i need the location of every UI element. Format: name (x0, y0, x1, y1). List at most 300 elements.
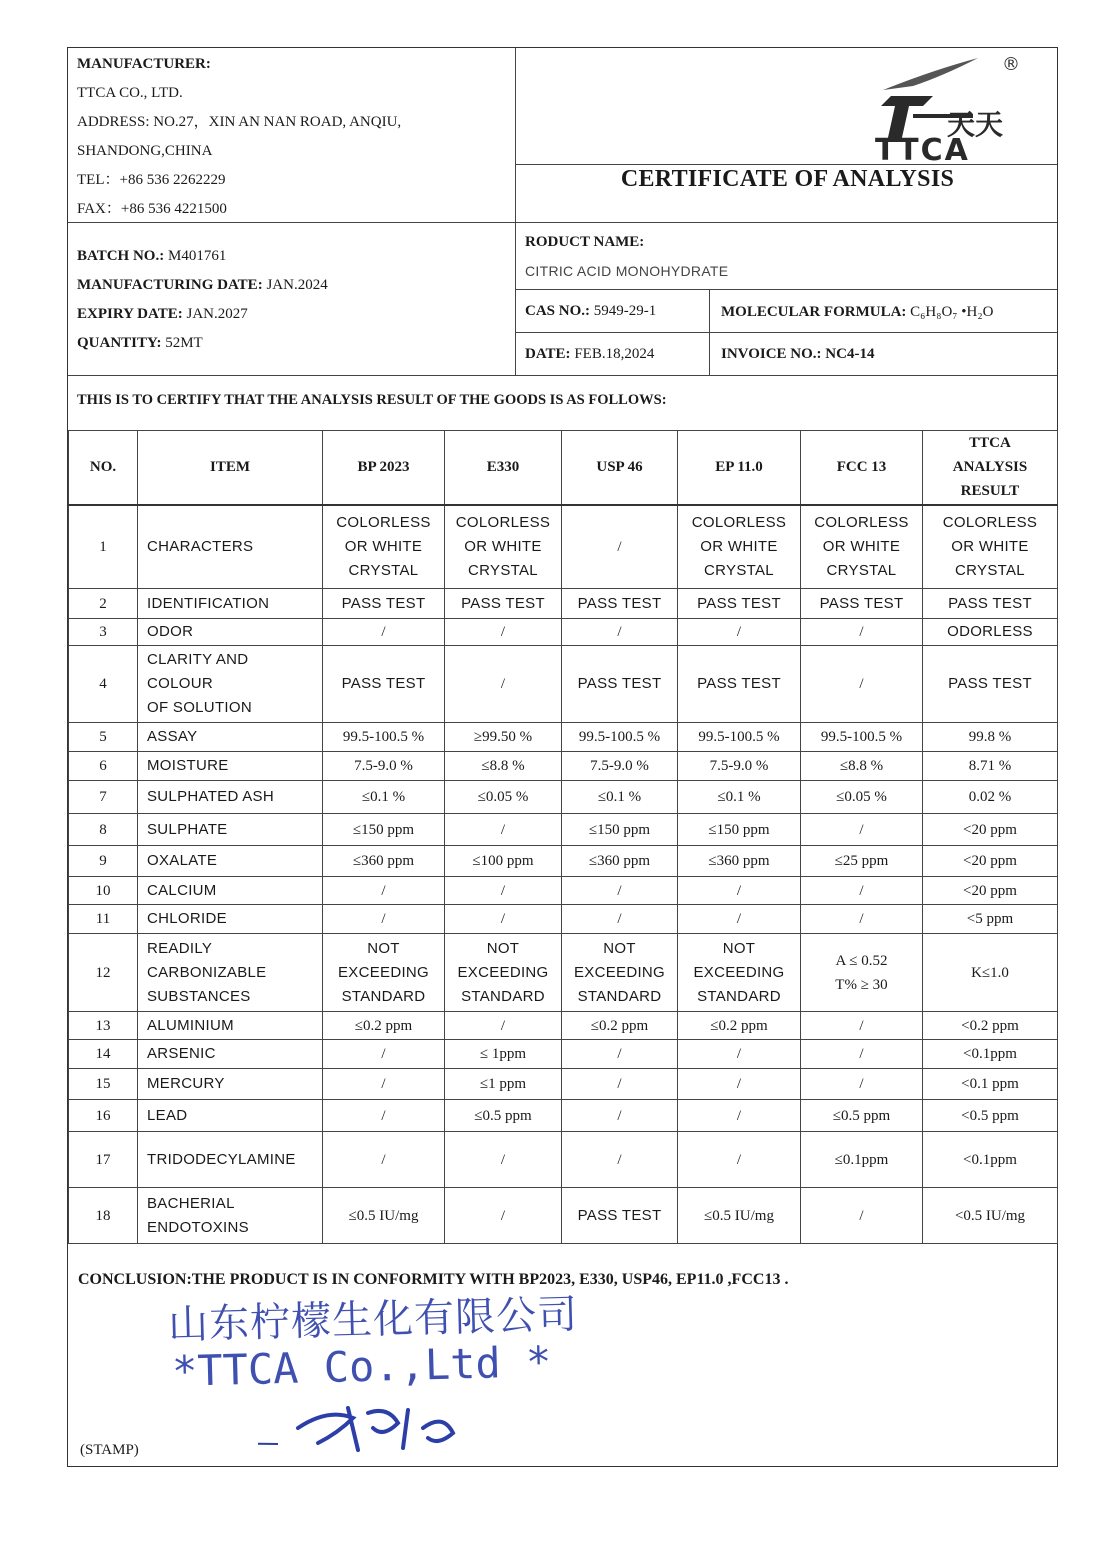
table-row (69, 1132, 1058, 1188)
cell-e330-line: OR WHITE (464, 537, 542, 555)
cell-usp (562, 646, 678, 723)
cell-result (923, 646, 1058, 723)
cell-fcc-line: / (859, 1207, 864, 1224)
cell-e330-line: / (500, 1207, 506, 1224)
cell-usp (562, 846, 678, 877)
cell-bp (323, 781, 445, 814)
cell-fcc (801, 619, 923, 646)
cell-item-line: SULPHATED ASH (147, 788, 274, 805)
cell-usp-line: PASS TEST (577, 594, 662, 612)
cell-ep-line: EXCEEDING (693, 963, 785, 981)
cell-result (923, 1040, 1058, 1069)
cell-item (138, 752, 323, 781)
cell-e330-line: COLORLESS (455, 513, 551, 531)
cell-ep-line: 7.5-9.0 % (709, 758, 769, 774)
col-header-result-line: RESULT (960, 483, 1020, 500)
col-header-e330: E330 (445, 431, 562, 505)
manufacturer-block (77, 50, 401, 224)
cell-ep-line: / (736, 1107, 742, 1124)
col-header-item: ITEM (138, 431, 323, 505)
cell-no: 15 (69, 1069, 138, 1100)
cell-usp (562, 1040, 678, 1069)
cell-ep-line: / (736, 1076, 742, 1092)
cell-no: 4 (69, 646, 138, 723)
cell-bp-line: COLORLESS (336, 513, 431, 531)
cell-ep (678, 1188, 801, 1244)
cell-e330-line: NOT (486, 939, 520, 957)
cell-item-line: MOISTURE (147, 757, 229, 774)
cell-bp (323, 1188, 445, 1244)
batch-block (77, 242, 328, 358)
cell-result-line: 8.71 % (968, 758, 1012, 774)
cell-bp-line: ≤0.2 ppm (354, 1017, 413, 1034)
cell-usp-line: / (617, 882, 622, 899)
cell-item (138, 505, 323, 589)
cell-usp (562, 589, 678, 619)
cell-fcc (801, 1188, 923, 1244)
cell-result (923, 877, 1058, 905)
cell-ep-line: ≤150 ppm (708, 821, 770, 838)
cell-bp-line: / (381, 1046, 386, 1062)
cell-result (923, 814, 1058, 846)
logo-chinese-text: 天天 (947, 108, 1004, 141)
cell-fcc-line: ≤0.05 % (836, 789, 887, 805)
document-title: CERTIFICATE OF ANALYSIS (620, 166, 955, 192)
cell-ep (678, 752, 801, 781)
cell-e330 (445, 752, 562, 781)
manufacturer-address-2: SHANDONG,CHINA (77, 143, 213, 159)
cell-no: 18 (69, 1188, 138, 1244)
cas-label: CAS NO.: (525, 303, 591, 319)
cell-usp-line: ≤0.2 ppm (590, 1017, 649, 1034)
cell-bp-line: ≤150 ppm (352, 821, 415, 838)
cell-e330 (445, 1100, 562, 1132)
cell-bp-line: ≤360 ppm (352, 853, 415, 869)
product-name-value: CITRIC ACID MONOHYDRATE (525, 263, 729, 279)
cell-e330 (445, 1132, 562, 1188)
cell-fcc (801, 1100, 923, 1132)
header-divider (68, 222, 1057, 223)
cell-e330-line: EXCEEDING (457, 963, 549, 981)
cell-fcc-line: ≤25 ppm (834, 853, 889, 869)
cell-item-line: TRIDODECYLAMINE (147, 1150, 296, 1168)
cell-item (138, 905, 323, 934)
cell-result-line: <5 ppm (966, 911, 1014, 927)
cell-e330-line: ≤ 1ppm (479, 1046, 527, 1062)
cell-no: 5 (69, 723, 138, 752)
header-divider (68, 375, 1057, 376)
cell-item (138, 1100, 323, 1132)
cell-e330 (445, 589, 562, 619)
cell-usp (562, 752, 678, 781)
cell-result-line: <20 ppm (963, 882, 1017, 899)
cell-e330-line: ≤100 ppm (472, 853, 534, 869)
cas-value: 5949-29-1 (593, 303, 657, 319)
cell-bp (323, 1100, 445, 1132)
cell-ep-line: ≤0.1 % (717, 789, 761, 805)
cell-bp-line: PASS TEST (341, 594, 426, 612)
table-row (69, 846, 1058, 877)
cell-ep (678, 723, 801, 752)
cell-ep (678, 1069, 801, 1100)
cell-ep-line: / (736, 624, 742, 640)
cell-usp-line: / (617, 1046, 622, 1062)
cell-e330-line: / (500, 1017, 506, 1034)
mfg-date-value: JAN.2024 (266, 277, 328, 293)
cell-result (923, 905, 1058, 934)
cell-fcc (801, 877, 923, 905)
cell-item (138, 781, 323, 814)
cell-usp-line: ≤0.1 % (597, 789, 642, 805)
cell-item-line: IDENTIFICATION (147, 594, 270, 612)
table-row (69, 1040, 1058, 1069)
cell-item-line: OF SOLUTION (147, 699, 252, 716)
cell-item (138, 1040, 323, 1069)
cell-fcc (801, 814, 923, 846)
cell-item (138, 619, 323, 646)
cell-fcc-line: A ≤ 0.52 (835, 952, 888, 969)
cell-fcc-line: CRYSTAL (826, 561, 897, 579)
table-row (69, 1069, 1058, 1100)
cell-no: 16 (69, 1100, 138, 1132)
cell-fcc (801, 905, 923, 934)
cell-result-line: 99.8 % (968, 729, 1012, 745)
cell-no: 11 (69, 905, 138, 934)
quantity-label: QUANTITY: (77, 335, 162, 351)
cell-bp-line: / (381, 1151, 386, 1168)
cell-e330 (445, 934, 562, 1012)
cell-usp (562, 814, 678, 846)
cell-bp (323, 814, 445, 846)
cell-e330 (445, 1188, 562, 1244)
manufacturer-tel: TEL：+86 536 2262229 (77, 172, 226, 188)
col-header-usp: USP 46 (562, 431, 678, 505)
cell-usp-line: ≤150 ppm (588, 821, 651, 838)
cell-fcc (801, 1040, 923, 1069)
cell-e330-line: ≥99.50 % (473, 729, 533, 745)
cell-item (138, 1012, 323, 1040)
cell-item-line: CLARITY AND (147, 651, 249, 668)
cell-item-line: READILY (147, 939, 213, 957)
table-row (69, 619, 1058, 646)
cell-no: 10 (69, 877, 138, 905)
table-row (69, 752, 1058, 781)
cell-fcc (801, 934, 923, 1012)
stamp-english-text: *TTCA Co.,Ltd * (171, 1337, 552, 1396)
cell-bp-line: / (381, 882, 386, 899)
cell-fcc-line: ≤8.8 % (839, 758, 884, 774)
cell-bp (323, 646, 445, 723)
cell-result-line: <0.5 IU/mg (954, 1207, 1026, 1224)
cell-ep (678, 505, 801, 589)
cell-e330-line: ≤1 ppm (479, 1076, 527, 1092)
cell-result-line: CRYSTAL (955, 561, 1025, 579)
cell-fcc-line: / (859, 1017, 864, 1034)
cell-fcc-line: / (859, 1076, 864, 1092)
cell-bp (323, 589, 445, 619)
analysis-table (68, 430, 1058, 1244)
cell-result (923, 505, 1058, 589)
logo-english-text: TTCA (875, 133, 970, 162)
cell-bp (323, 934, 445, 1012)
cell-result-line: OR WHITE (951, 537, 1029, 555)
cell-bp (323, 1012, 445, 1040)
cell-ep (678, 814, 801, 846)
cell-bp-line: CRYSTAL (348, 561, 419, 579)
cell-e330 (445, 1040, 562, 1069)
cell-fcc-line: / (859, 624, 864, 640)
cell-no: 1 (69, 505, 138, 589)
manufacturer-name: TTCA CO., LTD. (77, 85, 183, 101)
invoice-value: NC4-14 (825, 346, 875, 362)
cell-item-line: CARBONIZABLE (147, 963, 267, 981)
table-row (69, 646, 1058, 723)
cell-ep (678, 905, 801, 934)
cell-item-line: CALCIUM (147, 881, 217, 899)
cell-e330-line: CRYSTAL (468, 561, 538, 579)
cell-ep-line: STANDARD (697, 987, 781, 1005)
cell-e330 (445, 814, 562, 846)
col-header-fcc: FCC 13 (801, 431, 923, 505)
cell-usp (562, 1132, 678, 1188)
cell-usp (562, 781, 678, 814)
cell-result-line: <0.1ppm (963, 1151, 1017, 1168)
cell-item (138, 723, 323, 752)
col-header-result (923, 431, 1058, 505)
cell-fcc (801, 1069, 923, 1100)
col-header-bp: BP 2023 (323, 431, 445, 505)
cell-result (923, 846, 1058, 877)
cell-no: 14 (69, 1040, 138, 1069)
cell-e330 (445, 1069, 562, 1100)
table-header-row (69, 431, 1058, 505)
manufacturer-address-1: ADDRESS: NO.27，XIN AN NAN ROAD, ANQIU, (77, 114, 402, 130)
cell-fcc-line: OR WHITE (822, 537, 901, 555)
cell-result (923, 1100, 1058, 1132)
cell-e330-line: / (500, 1151, 506, 1168)
cell-e330-line: / (500, 911, 506, 927)
cell-e330 (445, 905, 562, 934)
table-row (69, 905, 1058, 934)
cell-usp (562, 1069, 678, 1100)
cell-e330 (445, 846, 562, 877)
cell-item-line: SULPHATE (147, 820, 228, 838)
cell-e330-line: ≤0.5 ppm (474, 1107, 532, 1124)
table-body (69, 505, 1058, 1244)
cell-fcc (801, 1012, 923, 1040)
cell-bp-line: NOT (367, 939, 400, 957)
manufacturer-fax: FAX：+86 536 4221500 (77, 201, 227, 217)
cell-item-line: ENDOTOXINS (147, 1218, 249, 1236)
cell-e330-line: ≤0.05 % (477, 789, 529, 805)
header-divider (515, 332, 1057, 333)
cell-bp (323, 505, 445, 589)
cell-bp-line: / (381, 1107, 386, 1124)
cell-fcc-line: ≤0.1ppm (834, 1151, 889, 1168)
cell-result-line: COLORLESS (942, 513, 1038, 531)
cell-ep (678, 589, 801, 619)
cell-usp (562, 1100, 678, 1132)
cell-bp-line: 99.5-100.5 % (342, 729, 425, 745)
cell-fcc-line: / (859, 1046, 864, 1062)
cell-fcc-line: / (859, 882, 864, 899)
cell-e330-line: ≤8.8 % (481, 758, 525, 774)
cell-bp (323, 905, 445, 934)
cell-fcc-line: / (859, 911, 864, 927)
table-row (69, 1012, 1058, 1040)
cell-usp (562, 877, 678, 905)
cell-usp (562, 934, 678, 1012)
cell-e330 (445, 619, 562, 646)
cell-result (923, 934, 1058, 1012)
header-divider-vertical (515, 48, 516, 375)
table-row (69, 934, 1058, 1012)
cell-usp-line: / (617, 624, 622, 640)
cell-e330-line: STANDARD (461, 987, 545, 1005)
formula-label: MOLECULAR FORMULA: (721, 304, 907, 320)
cell-result-line: <0.2 ppm (961, 1017, 1019, 1034)
cell-ep-line: / (736, 1046, 742, 1062)
cell-item (138, 1069, 323, 1100)
col-header-result-line: TTCA (969, 435, 1011, 452)
cell-usp (562, 505, 678, 589)
cell-result-line: PASS TEST (948, 594, 1032, 612)
stamp-label: (STAMP) (80, 1442, 139, 1458)
cell-result-line: <0.5 ppm (961, 1107, 1019, 1124)
cell-fcc-line: T% ≥ 30 (835, 976, 888, 993)
cell-item (138, 846, 323, 877)
cell-ep (678, 781, 801, 814)
cell-ep (678, 1132, 801, 1188)
cell-ep (678, 934, 801, 1012)
cell-bp-line: / (381, 1076, 386, 1092)
cell-no: 2 (69, 589, 138, 619)
cell-ep-line: 99.5-100.5 % (698, 729, 780, 745)
cell-item-line: ARSENIC (147, 1045, 216, 1062)
cell-bp (323, 846, 445, 877)
cell-usp-line: PASS TEST (577, 675, 662, 692)
cell-no: 8 (69, 814, 138, 846)
cell-item-line: CHLORIDE (147, 910, 227, 927)
cell-result-line: K≤1.0 (971, 964, 1009, 981)
table-row (69, 781, 1058, 814)
date-label: DATE: (525, 346, 571, 362)
header-divider (515, 164, 1057, 165)
expiry-date-value: JAN.2027 (186, 306, 248, 322)
cell-result (923, 1132, 1058, 1188)
cell-no: 12 (69, 934, 138, 1012)
cell-ep-line: PASS TEST (697, 675, 781, 692)
cell-usp (562, 1012, 678, 1040)
cell-ep (678, 1040, 801, 1069)
cell-e330 (445, 505, 562, 589)
cell-bp-line: ≤0.1 % (361, 789, 406, 805)
ttca-logo (873, 56, 1053, 162)
invoice-label: INVOICE NO.: (721, 346, 822, 362)
conclusion-text: CONCLUSION:THE PRODUCT IS IN CONFORMITY WITH BP2023, E330, USP46, EP11.0 ,FCC13 . (78, 1271, 789, 1288)
cell-ep-line: ≤360 ppm (708, 853, 770, 869)
cell-bp-line: / (381, 624, 386, 640)
cell-fcc (801, 1132, 923, 1188)
cell-bp (323, 723, 445, 752)
cell-bp (323, 1040, 445, 1069)
product-name-label: RODUCT NAME: (525, 234, 645, 250)
mfg-date-label: MANUFACTURING DATE: (77, 277, 263, 293)
expiry-date-label: EXPIRY DATE: (77, 306, 183, 322)
cell-item (138, 877, 323, 905)
cell-usp (562, 723, 678, 752)
col-header-no: NO. (69, 431, 138, 505)
cell-result (923, 781, 1058, 814)
cell-fcc (801, 589, 923, 619)
cell-no: 7 (69, 781, 138, 814)
cell-bp-line: ≤0.5 IU/mg (348, 1207, 419, 1224)
cell-fcc-line: 99.5-100.5 % (820, 729, 903, 745)
cell-usp-line: 99.5-100.5 % (578, 729, 661, 745)
cell-usp-line: NOT (603, 939, 636, 957)
cell-usp-line: 7.5-9.0 % (590, 758, 649, 774)
cell-bp-line: 7.5-9.0 % (354, 758, 413, 774)
cell-item (138, 646, 323, 723)
cell-item (138, 934, 323, 1012)
cell-ep-line: NOT (722, 939, 756, 957)
cell-bp-line: / (381, 911, 386, 927)
cell-result-line: ODORLESS (947, 623, 1033, 640)
cell-item-line: ODOR (147, 623, 194, 640)
cell-ep (678, 877, 801, 905)
cell-usp-line: ≤360 ppm (588, 853, 651, 869)
cell-no: 9 (69, 846, 138, 877)
cell-result-line: <0.1ppm (963, 1046, 1017, 1062)
cell-e330-line: PASS TEST (461, 594, 545, 612)
cell-fcc (801, 723, 923, 752)
cell-usp (562, 619, 678, 646)
cell-usp (562, 1188, 678, 1244)
cell-bp-line: EXCEEDING (337, 963, 430, 981)
cell-result (923, 1069, 1058, 1100)
cell-ep-line: / (736, 882, 742, 899)
cell-item-line: COLOUR (147, 675, 213, 692)
cell-fcc (801, 781, 923, 814)
cell-ep-line: ≤0.5 IU/mg (704, 1207, 774, 1224)
cell-result (923, 723, 1058, 752)
cell-result-line: 0.02 % (968, 789, 1012, 805)
cell-item (138, 814, 323, 846)
table-row (69, 877, 1058, 905)
cell-result (923, 752, 1058, 781)
certify-statement: THIS IS TO CERTIFY THAT THE ANALYSIS RESULT OF THE GOODS IS AS FOLLOWS: (77, 392, 667, 408)
cell-e330-line: / (500, 821, 506, 838)
cell-result (923, 619, 1058, 646)
cell-e330-line: / (500, 676, 506, 692)
cell-fcc-line: ≤0.5 ppm (832, 1107, 891, 1124)
manufacturer-label: MANUFACTURER: (77, 56, 211, 72)
cell-ep (678, 619, 801, 646)
cell-result-line: <20 ppm (963, 821, 1017, 838)
cell-item-line: LEAD (147, 1106, 188, 1124)
cell-fcc-line: / (859, 821, 864, 838)
cell-fcc (801, 646, 923, 723)
cell-no: 17 (69, 1132, 138, 1188)
cell-ep (678, 1100, 801, 1132)
cell-usp-line: / (617, 911, 622, 927)
cell-e330 (445, 877, 562, 905)
cell-fcc-line: / (859, 676, 864, 692)
cell-item-line: MERCURY (147, 1075, 225, 1092)
cell-usp-line: / (617, 1107, 622, 1124)
cell-fcc (801, 505, 923, 589)
cell-result (923, 589, 1058, 619)
